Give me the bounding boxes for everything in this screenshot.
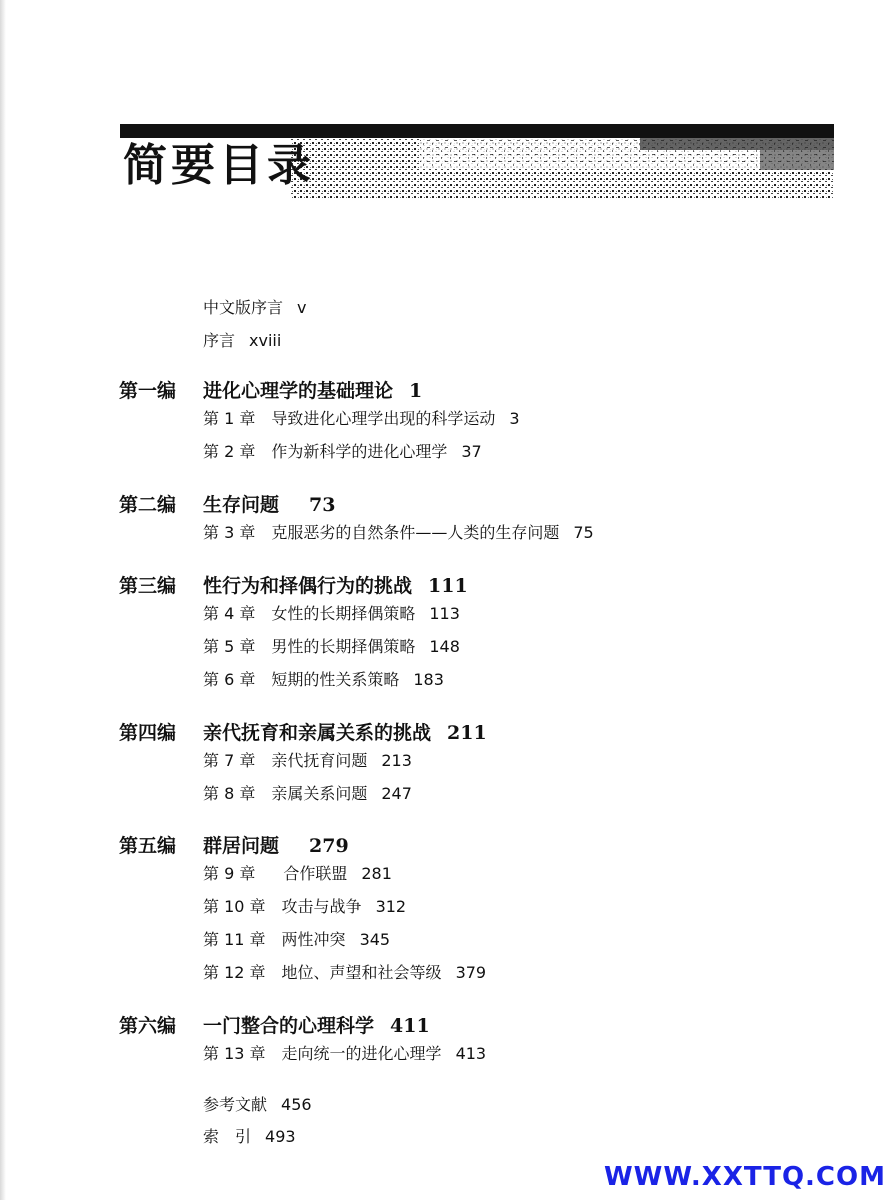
toc-part-2	[119, 492, 859, 555]
toc-chapter-11: 第 11 章 两性冲突 345	[203, 930, 391, 949]
page-left-edge-shadow	[0, 0, 6, 1200]
toc-chapter-10: 第 10 章 攻击与战争 312	[203, 897, 407, 916]
page-title: 简要目录	[123, 140, 315, 191]
toc-part-4	[119, 720, 859, 816]
part-page: 211	[447, 722, 487, 744]
toc-chapter-7: 第 7 章 亲代抚育问题 213	[203, 751, 412, 770]
toc-chapter-3: 第 3 章 克服恶劣的自然条件——人类的生存问题 75	[203, 523, 594, 542]
toc-preface	[203, 330, 281, 352]
entry-title: 中文版序言	[203, 298, 284, 317]
toc-part-6	[119, 1013, 859, 1076]
toc-index	[203, 1126, 296, 1148]
toc-part-1	[119, 378, 859, 474]
entry-page: 493	[265, 1127, 296, 1146]
part-page: 1	[409, 380, 423, 402]
watermark-url: WWW.XXTTQ.COM	[604, 1162, 886, 1192]
toc-chapter-9: 第 9 章 合作联盟 281	[203, 864, 392, 883]
part-title: 性行为和择偶行为的挑战 111	[203, 575, 468, 597]
part-label: 第六编	[119, 1015, 177, 1037]
toc-preface-chinese-edition	[203, 297, 306, 319]
part-label: 第二编	[119, 494, 177, 516]
entry-title: 参考文献	[203, 1095, 268, 1114]
toc-chapter-13: 第 13 章 走向统一的进化心理学 413	[203, 1044, 487, 1063]
entry-title: 索 引	[203, 1127, 252, 1146]
toc-chapter-12: 第 12 章 地位、声望和社会等级 379	[203, 963, 487, 982]
part-label: 第一编	[119, 380, 177, 402]
toc-chapter-2: 第 2 章 作为新科学的进化心理学 37	[203, 442, 482, 461]
part-title: 群居问题 279	[203, 835, 349, 857]
toc-chapter-6: 第 6 章 短期的性关系策略 183	[203, 670, 444, 689]
part-title: 亲代抚育和亲属关系的挑战 211	[203, 722, 487, 744]
toc-chapter-1: 第 1 章 导致进化心理学出现的科学运动 3	[203, 409, 520, 428]
part-page: 111	[428, 575, 468, 597]
toc-chapter-4: 第 4 章 女性的长期择偶策略 113	[203, 604, 460, 623]
toc-part-3	[119, 573, 859, 702]
part-title: 一门整合的心理科学 411	[203, 1015, 430, 1037]
toc-chapter-8: 第 8 章 亲属关系问题 247	[203, 784, 412, 803]
part-page: 73	[309, 494, 336, 516]
entry-title: 序言	[203, 331, 236, 350]
entry-page: v	[297, 298, 307, 317]
part-page: 279	[309, 835, 349, 857]
part-label: 第五编	[119, 835, 177, 857]
entry-page: 456	[281, 1095, 312, 1114]
part-title: 进化心理学的基础理论 1	[203, 380, 423, 402]
entry-page: xviii	[249, 331, 282, 350]
toc-chapter-5: 第 5 章 男性的长期择偶策略 148	[203, 637, 460, 656]
part-label: 第四编	[119, 722, 177, 744]
toc-part-5	[119, 833, 859, 995]
toc-references	[203, 1094, 312, 1116]
part-label: 第三编	[119, 575, 177, 597]
part-title: 生存问题 73	[203, 494, 336, 516]
part-page: 411	[390, 1015, 430, 1037]
